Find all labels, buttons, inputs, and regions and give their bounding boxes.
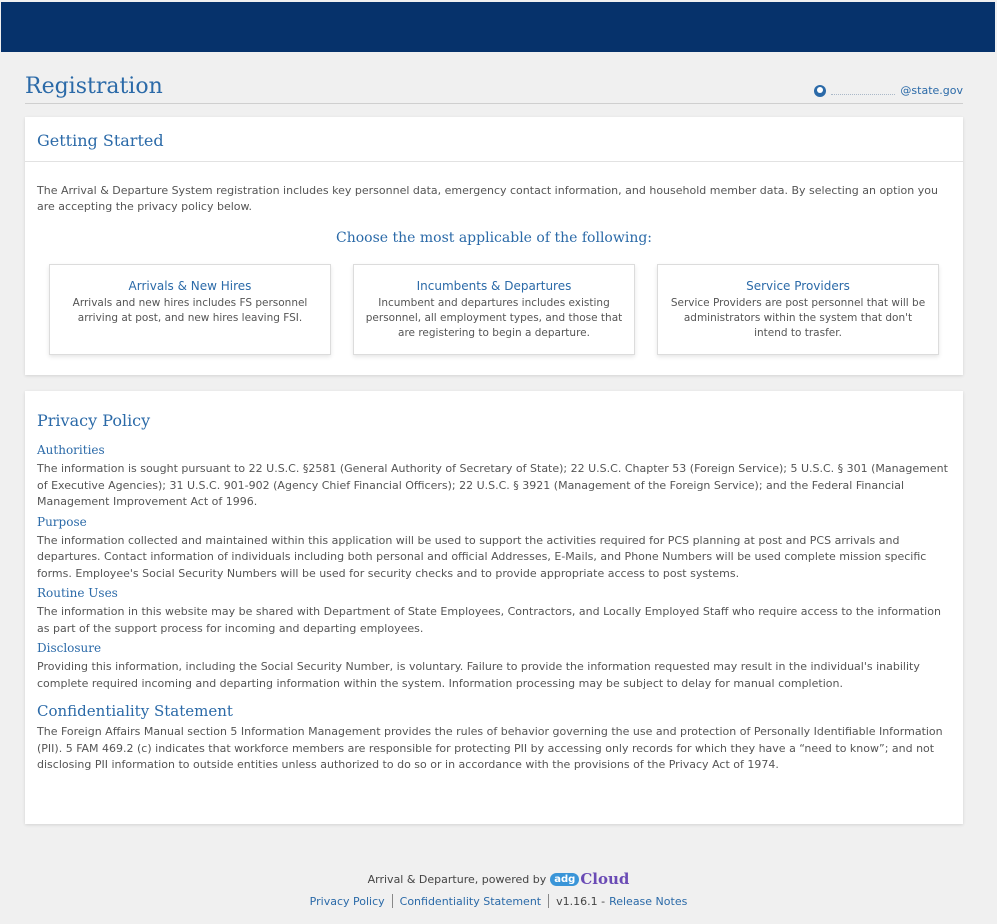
- option-service-providers[interactable]: [657, 264, 939, 355]
- user-email-domain: @state.gov: [900, 84, 963, 97]
- footer-divider: [548, 894, 549, 908]
- section-heading-purpose: Purpose: [37, 514, 87, 529]
- logo-adg-badge: adg: [550, 873, 579, 886]
- privacy-policy-link[interactable]: Privacy Policy: [309, 894, 385, 908]
- section-text-purpose: The information collected and maintained within this application will be used to support the activities required for PCS planning at post and PCS arrivals and departures. Contact information of individuals including both personal and official Addresses, E-Mails, and Phone Numbers will be used complete mission specific forms. Employee's Social Security Numbers will be used for security checks and to provide appropriate access to post systems.: [37, 533, 927, 580]
- confidentiality-statement-link[interactable]: Confidentiality Statement: [399, 894, 542, 908]
- option-description: Service Providers are post personnel that will be administrators within the system that don't intend to trasfer.: [670, 297, 926, 339]
- user-account[interactable]: [814, 84, 963, 97]
- powered-by: [0, 870, 997, 888]
- privacy-policy-title: Privacy Policy: [37, 411, 151, 430]
- footer-links: [0, 894, 997, 908]
- adg-cloud-logo: [550, 870, 629, 888]
- option-title: Service Providers: [746, 279, 850, 293]
- option-description: Arrivals and new hires includes FS personnel arriving at post, and new hires leaving FSI.: [72, 297, 308, 324]
- footer-divider: [392, 894, 393, 908]
- getting-started-title: Getting Started: [25, 117, 963, 162]
- footer: [0, 870, 997, 908]
- powered-by-text: Arrival & Departure, powered by: [367, 872, 547, 886]
- getting-started-card: [25, 117, 963, 375]
- confidentiality-text: The Foreign Affairs Manual section 5 Information Management provides the rules of behavior governing the use and protection of Personally Identifiable Information (PII). 5 FAM 469.2 (c) indicates that workforce members are responsible for protecting PII by accessing only records for which they have a “need to know”; and not disclosing PII information to outside entities unless authorized to do so or in accordance with the provisions of the Privacy Act of 1974.: [37, 725, 943, 771]
- top-navigation-bar: [1, 2, 995, 52]
- version-text: v1.16.1 -: [556, 894, 606, 908]
- user-name-redacted: [831, 86, 895, 95]
- page-title: Registration: [25, 74, 163, 99]
- choose-heading: Choose the most applicable of the following:: [335, 230, 653, 246]
- section-heading-disclosure: Disclosure: [37, 641, 102, 655]
- option-arrivals-new-hires[interactable]: [49, 264, 331, 355]
- privacy-policy-card: [25, 391, 963, 824]
- option-description: Incumbent and departures includes existing personnel, all employment types, and those that are registering to begin a departure.: [365, 297, 623, 339]
- option-title: Incumbents & Departures: [416, 279, 572, 293]
- logo-cloud-wordmark: Cloud: [580, 870, 630, 888]
- release-notes-link[interactable]: Release Notes: [609, 894, 688, 908]
- title-divider: [25, 103, 963, 104]
- option-title: Arrivals & New Hires: [128, 279, 252, 293]
- registration-options: [49, 264, 939, 355]
- section-text-authorities: The information is sought pursuant to 22 U.S.C. §2581 (General Authority of Secretary of State); 22 U.S.C. Chapter 53 (Foreign Service); 5 U.S.C. § 301 (Management of Executive Agencies); 31 U.S.C. 901-902 (Agency Chief Financial Officers); 22 U.S.C. § 3921 (Management of the Foreign Service); and the Federal Financial Management Improvement Act of 1996.: [37, 462, 948, 508]
- option-incumbents-departures[interactable]: [353, 264, 635, 355]
- user-circle-icon: [814, 85, 826, 97]
- confidentiality-title: Confidentiality Statement: [37, 702, 233, 720]
- section-heading-routine-uses: Routine Uses: [37, 586, 118, 600]
- section-text-routine-uses: The information in this website may be shared with Department of State Employees, Contractors, and Locally Employed Staff who require access to the information as part of the support process for incoming and departing employees.: [37, 605, 941, 635]
- section-text-disclosure: Providing this information, including the Social Security Number, is voluntary. Failure to provide the information requested may result in the individual's inability complete required incoming and departing information within the system. Information processing may be subject to delay for manual completion.: [37, 660, 920, 690]
- getting-started-intro: The Arrival & Departure System registration includes key personnel data, emergency contact information, and household member data. By selecting an option you are accepting the privacy policy below.: [37, 184, 938, 213]
- section-heading-authorities: Authorities: [37, 443, 105, 457]
